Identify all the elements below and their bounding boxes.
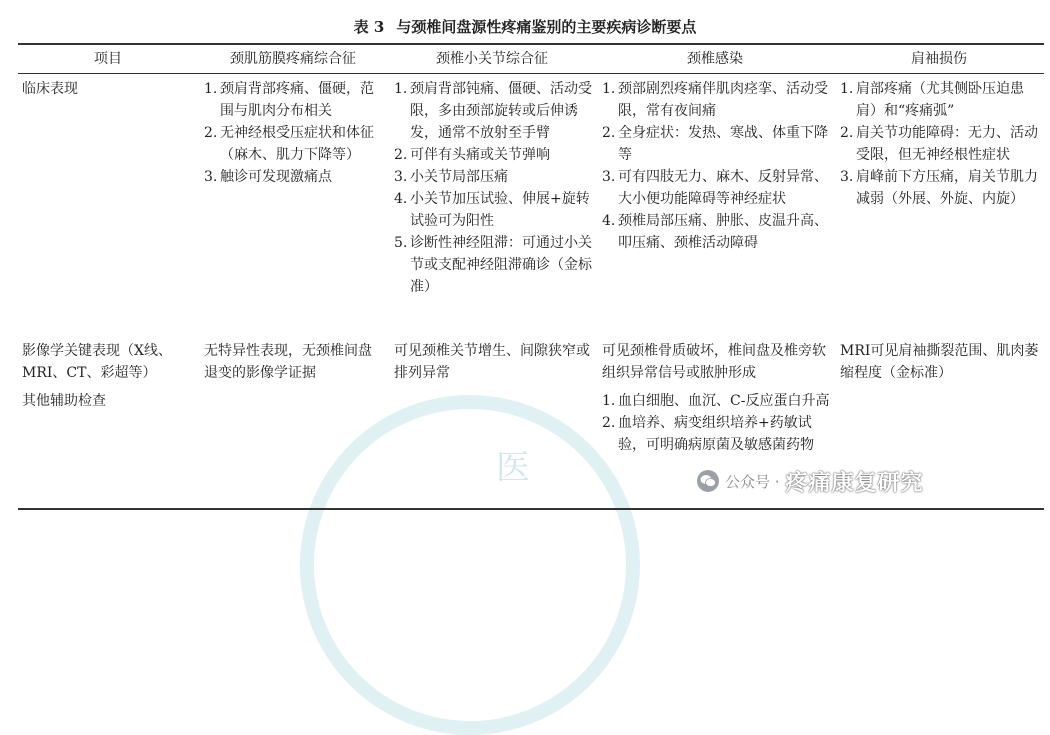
header-facet: 颈椎小关节综合征	[436, 51, 548, 67]
list-item: 2. 无神经根受压症状和体征（麻木、肌力下降等）	[204, 125, 374, 163]
wechat-icon	[697, 470, 719, 492]
list-item: 5. 诊断性神经阻滞：可通过小关节或支配神经阻滞确诊（金标准）	[394, 235, 592, 295]
header-item: 项目	[94, 51, 122, 67]
list-item: 3. 小关节局部压痛	[394, 169, 508, 185]
table-title-text: 与颈椎间盘源性疼痛鉴别的主要疾病诊断要点	[396, 18, 697, 36]
list-item: 2. 全身症状：发热、寒战、体重下降等	[602, 125, 828, 163]
clinical-myofascial	[204, 78, 384, 188]
list-item: 3. 肩峰前下方压痛，肩关节肌力减弱（外展、外旋、内旋）	[840, 169, 1038, 207]
header-myofascial: 颈肌筋膜疼痛综合征	[230, 51, 356, 67]
list-item: 2. 血培养、病变组织培养+药敏试验，可明确病原菌及敏感菌药物	[602, 415, 814, 453]
watermark-seal-text: 医	[496, 448, 536, 488]
row-label-imaging: 影像学关键表现（X线、MRI、CT、彩超等）	[22, 343, 172, 381]
list-item: 4. 颈椎局部压痛、肿胀、皮温升高、叩压痛、颈椎活动障碍	[602, 213, 828, 251]
wechat-watermark	[697, 466, 924, 496]
row-label-clinical: 临床表现	[22, 81, 78, 97]
imaging-facet: 可见颈椎关节增生、间隙狭窄或排列异常	[394, 343, 590, 381]
other-infection	[602, 390, 830, 456]
clinical-facet	[394, 78, 592, 298]
watermark-label: 公众号 ·	[725, 472, 780, 491]
imaging-infection: 可见颈椎骨质破坏，椎间盘及椎旁软组织异常信号或脓肿形成	[602, 343, 826, 381]
header-rule	[18, 73, 1044, 74]
list-item: 1. 血白细胞、血沉、C-反应蛋白升高	[602, 393, 830, 409]
imaging-myofascial: 无特异性表现，无颈椎间盘退变的影像学证据	[204, 343, 372, 381]
watermark-seal	[300, 395, 640, 735]
list-item: 1. 颈肩背部钝痛、僵硬、活动受限，多由颈部旋转或后伸诱发，通常不放射至手臂	[394, 81, 592, 141]
bottom-rule	[18, 508, 1044, 510]
imaging-rotator-cuff: MRI可见肩袖撕裂范围、肌肉萎缩程度（金标准）	[840, 343, 1039, 381]
list-item: 1. 肩部疼痛（尤其侧卧压迫患肩）和“疼痛弧”	[840, 81, 1024, 119]
header-rotator-cuff: 肩袖损伤	[911, 51, 967, 67]
list-item: 3. 触诊可发现激痛点	[204, 169, 332, 185]
row-label-other: 其他辅助检查	[22, 393, 106, 409]
clinical-infection	[602, 78, 830, 254]
list-item: 2. 可伴有头痛或关节弹响	[394, 147, 550, 163]
list-item: 1. 颈部剧烈疼痛伴肌肉痉挛、活动受限，常有夜间痛	[602, 81, 828, 119]
list-item: 4. 小关节加压试验、伸展+旋转试验可为阳性	[394, 191, 590, 229]
header-infection: 颈椎感染	[687, 51, 743, 67]
table-title	[0, 16, 1050, 37]
list-item: 2. 肩关节功能障碍：无力、活动受限，但无神经根性症状	[840, 125, 1038, 163]
top-rule	[18, 43, 1044, 45]
table-number: 表 3	[353, 18, 385, 36]
list-item: 1. 颈肩背部疼痛、僵硬，范围与肌肉分布相关	[204, 81, 374, 119]
list-item: 3. 可有四肢无力、麻木、反射异常、大小便功能障碍等神经症状	[602, 169, 828, 207]
watermark-account-name: 疼痛康复研究	[785, 470, 924, 496]
clinical-rotator-cuff	[840, 78, 1040, 210]
